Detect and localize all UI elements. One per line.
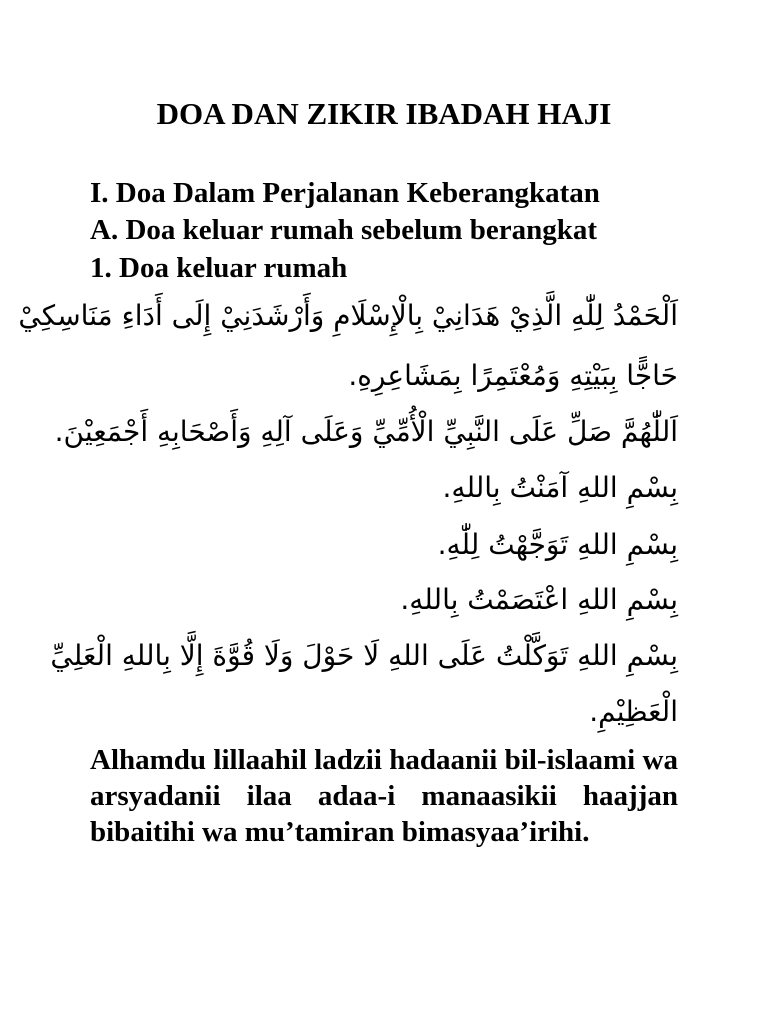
arabic-prayer-line: اَلْحَمْدُ لِلّٰهِ الَّذِيْ هَدَانِيْ بِالْإِسْلَامِ وَأَرْشَدَنِيْ إِلَى أَدَاءِ مَنَاسِكِيْ [18,299,678,332]
document-title: DOA DAN ZIKIR IBADAH HAJI [156,96,612,131]
arabic-prayer-line: الْعَظِيْمِ. [589,695,678,728]
item-heading: 1. Doa keluar rumah [90,252,348,284]
section-heading: I. Doa Dalam Perjalanan Keberangkatan [90,177,600,209]
arabic-prayer-line: حَاجًّا بِبَيْتِهِ وَمُعْتَمِرًا بِمَشَاعِرِهِ. [348,359,678,392]
arabic-prayer-line: اَللّٰهُمَّ صَلِّ عَلَى النَّبِيِّ الْأُمِّيِّ وَعَلَى آلِهِ وَأَصْحَابِهِ أَجْمَعِيْنَ. [54,415,678,448]
transliteration-paragraph: Alhamdu lillaahil ladzii hadaanii bil-islaami wa arsyadanii ilaa adaa-i manaasikii haajjan bibaitihi wa mu’tamiran bimasyaa’irihi. [90,744,678,848]
document-page [18,0,678,1024]
arabic-prayer-line: بِسْمِ اللهِ تَوَجَّهْتُ لِلّٰهِ. [437,528,678,561]
arabic-prayer-line: بِسْمِ اللهِ اعْتَصَمْتُ بِاللهِ. [400,583,678,616]
subsection-heading: A. Doa keluar rumah sebelum berangkat [90,214,597,246]
arabic-prayer-line: بِسْمِ اللهِ آمَنْتُ بِاللهِ. [442,471,678,504]
arabic-prayer-line: بِسْمِ اللهِ تَوَكَّلْتُ عَلَى اللهِ لَا حَوْلَ وَلَا قُوَّةَ إِلَّا بِاللهِ الْعَلِيِّ [50,639,678,672]
